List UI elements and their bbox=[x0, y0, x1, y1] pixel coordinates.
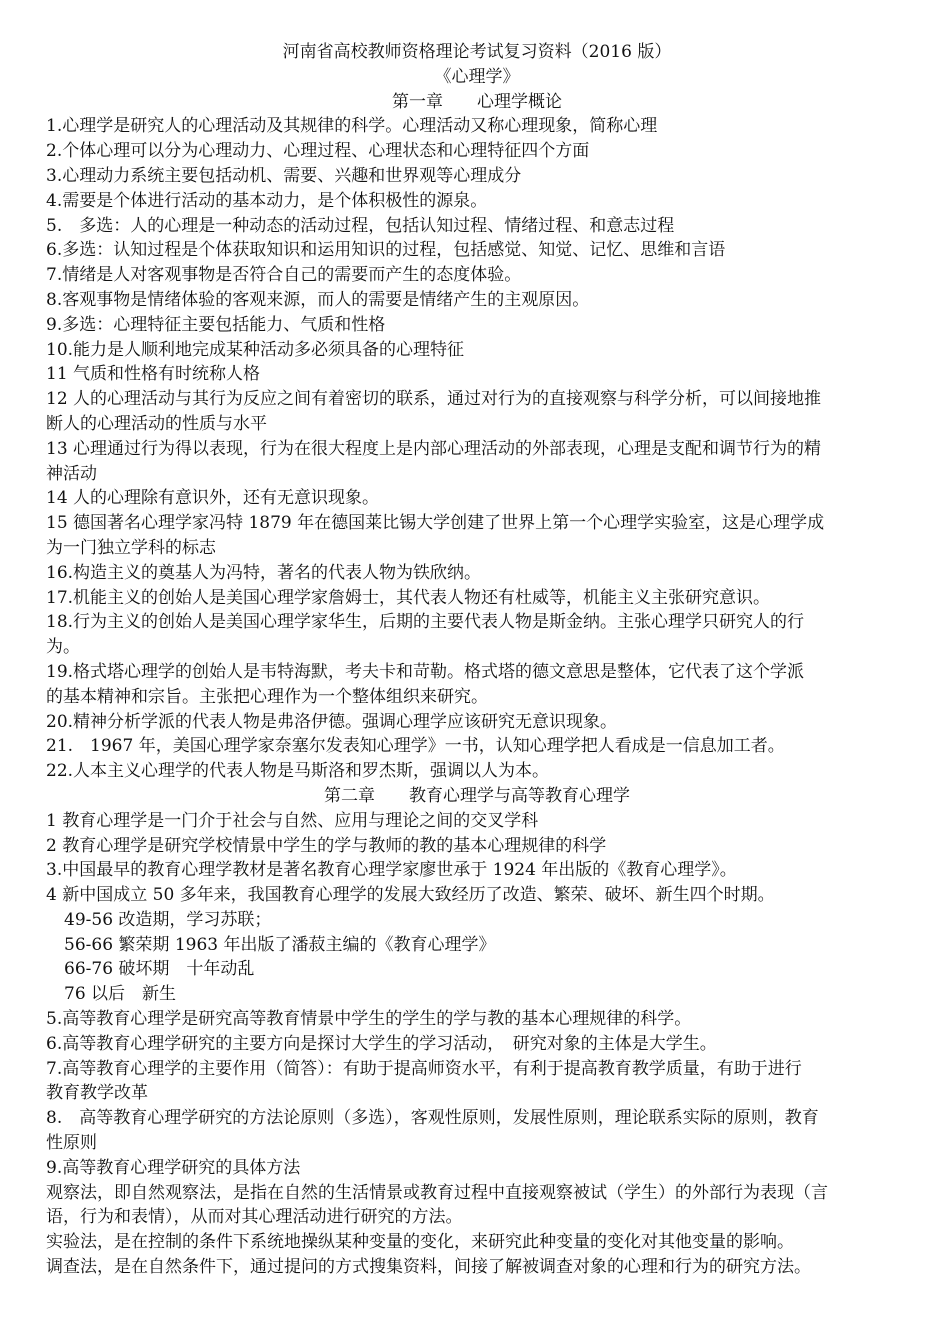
text-line: 76 以后 新生 bbox=[64, 984, 177, 1005]
text-line: 10.能力是人顺利地完成某种活动多必须具备的心理特征 bbox=[46, 339, 465, 360]
text-line: 8.客观事物是情绪体验的客观来源，而人的需要是情绪产生的主观原因。 bbox=[46, 289, 590, 310]
chapter2-body-b bbox=[46, 1007, 908, 1280]
text-line: 5.高等教育心理学是研究高等教育情景中学生的学生的学与教的基本心理规律的科学。 bbox=[46, 1009, 692, 1030]
text-line: 1.心理学是研究人的心理活动及其规律的科学。心理活动又称心理现象，简称心理 bbox=[46, 116, 658, 137]
text-line: 2.个体心理可以分为心理动力、心理过程、心理状态和心理特征四个方面 bbox=[46, 141, 590, 162]
text-line: 56-66 繁荣期 1963 年出版了潘菽主编的《教育心理学》 bbox=[64, 934, 496, 955]
text-line: 17.机能主义的创始人是美国心理学家詹姆士，其代表人物还有杜威等，机能主义主张研究意识。 bbox=[46, 587, 771, 608]
text-line: 2 教育心理学是研究学校情景中学生的学与教师的教的基本心理规律的科学 bbox=[46, 835, 607, 856]
text-line: 的基本精神和宗旨。主张把心理作为一个整体组织来研究。 bbox=[46, 686, 488, 707]
text-line: 16.构造主义的奠基人为冯特，著名的代表人物为铁欣纳。 bbox=[46, 562, 482, 583]
chapter2-body-a bbox=[46, 809, 908, 908]
text-line: 调查法，是在自然条件下，通过提问的方式搜集资料，间接了解被调查对象的心理和行为的研究方法。 bbox=[46, 1257, 811, 1278]
text-line: 4.需要是个体进行活动的基本动力，是个体积极性的源泉。 bbox=[46, 190, 488, 211]
text-line: 性原则 bbox=[46, 1133, 97, 1154]
text-line: 18.行为主义的创始人是美国心理学家华生，后期的主要代表人物是斯金纳。主张心理学只研究人的行 bbox=[46, 612, 805, 633]
text-line: 8. 高等教育心理学研究的方法论原则（多选），客观性原则，发展性原则，理论联系实际的原则，教育 bbox=[46, 1108, 819, 1129]
text-line: 15 德国著名心理学家冯特 1879 年在德国莱比锡大学创建了世界上第一个心理学实验室，这是心理学成 bbox=[46, 513, 825, 534]
text-line: 实验法，是在控制的条件下系统地操纵某种变量的变化，来研究此种变量的变化对其他变量的影响。 bbox=[46, 1232, 794, 1253]
text-line: 22.人本主义心理学的代表人物是马斯洛和罗杰斯，强调以人为本。 bbox=[46, 761, 550, 782]
text-line: 21. 1967 年，美国心理学家奈塞尔发表知心理学》一书，认知心理学把人看成是一信息加工者。 bbox=[46, 736, 785, 757]
text-line: 4 新中国成立 50 多年来，我国教育心理学的发展大致经历了改造、繁荣、破坏、新生四个时期。 bbox=[46, 885, 775, 906]
document-page bbox=[46, 40, 908, 1280]
text-line: 3.心理动力系统主要包括动机、需要、兴趣和世界观等心理成分 bbox=[46, 165, 522, 186]
text-line: 3.中国最早的教育心理学教材是著名教育心理学家廖世承于 1924 年出版的《教育心理学》。 bbox=[46, 860, 737, 881]
text-line: 14 人的心理除有意识外，还有无意识现象。 bbox=[46, 488, 380, 509]
text-line: 神活动 bbox=[46, 463, 97, 484]
text-line: 9.高等教育心理学研究的具体方法 bbox=[46, 1157, 301, 1178]
text-line: 教育教学改革 bbox=[46, 1083, 148, 1104]
text-line: 13 心理通过行为得以表现，行为在很大程度上是内部心理活动的外部表现，心理是支配和调节行为的精 bbox=[46, 438, 822, 459]
text-line: 6.多选：认知过程是个体获取知识和运用知识的过程，包括感觉、知觉、记忆、思维和言语 bbox=[46, 240, 726, 261]
text-line: 7.情绪是人对客观事物是否符合自己的需要而产生的态度体验。 bbox=[46, 265, 522, 286]
text-line: 9.多选：心理特征主要包括能力、气质和性格 bbox=[46, 314, 386, 335]
text-line: 观察法，即自然观察法，是指在自然的生活情景或教育过程中直接观察被试（学生）的外部行为表现（言 bbox=[46, 1182, 828, 1203]
text-line: 7.高等教育心理学的主要作用（简答）：有助于提高师资水平，有利于提高教育教学质量，有助于进行 bbox=[46, 1058, 802, 1079]
document-subtitle: 《心理学》 bbox=[434, 66, 520, 87]
chapter2-periods bbox=[46, 908, 908, 1007]
text-line: 6.高等教育心理学研究的主要方向是探讨大学生的学习活动， 研究对象的主体是大学生。 bbox=[46, 1033, 717, 1054]
chapter2-heading: 第二章 教育心理学与高等教育心理学 bbox=[324, 785, 630, 806]
text-line: 66-76 破坏期 十年动乱 bbox=[64, 959, 255, 980]
text-line: 49-56 改造期，学习苏联； bbox=[64, 909, 272, 930]
chapter1-body bbox=[46, 114, 908, 784]
text-line: 5. 多选：人的心理是一种动态的活动过程，包括认知过程、情绪过程、和意志过程 bbox=[46, 215, 675, 236]
text-line: 1 教育心理学是一门介于社会与自然、应用与理论之间的交叉学科 bbox=[46, 810, 539, 831]
text-line: 语，行为和表情），从而对其心理活动进行研究的方法。 bbox=[46, 1207, 463, 1228]
text-line: 19.格式塔心理学的创始人是韦特海默，考夫卡和苛勒。格式塔的德文意思是整体，它代表了这个学派 bbox=[46, 661, 805, 682]
text-line: 为。 bbox=[46, 637, 80, 658]
text-line: 20.精神分析学派的代表人物是弗洛伊德。强调心理学应该研究无意识现象。 bbox=[46, 711, 618, 732]
document-title: 河南省高校教师资格理论考试复习资料（2016 版） bbox=[282, 42, 672, 62]
text-line: 11 气质和性格有时统称人格 bbox=[46, 364, 261, 385]
text-line: 12 人的心理活动与其行为反应之间有着密切的联系，通过对行为的直接观察与科学分析，可以间接地推 bbox=[46, 389, 822, 410]
chapter1-heading: 第一章 心理学概论 bbox=[392, 91, 562, 112]
text-line: 断人的心理活动的性质与水平 bbox=[46, 413, 267, 434]
text-line: 为一门独立学科的标志 bbox=[46, 537, 216, 558]
